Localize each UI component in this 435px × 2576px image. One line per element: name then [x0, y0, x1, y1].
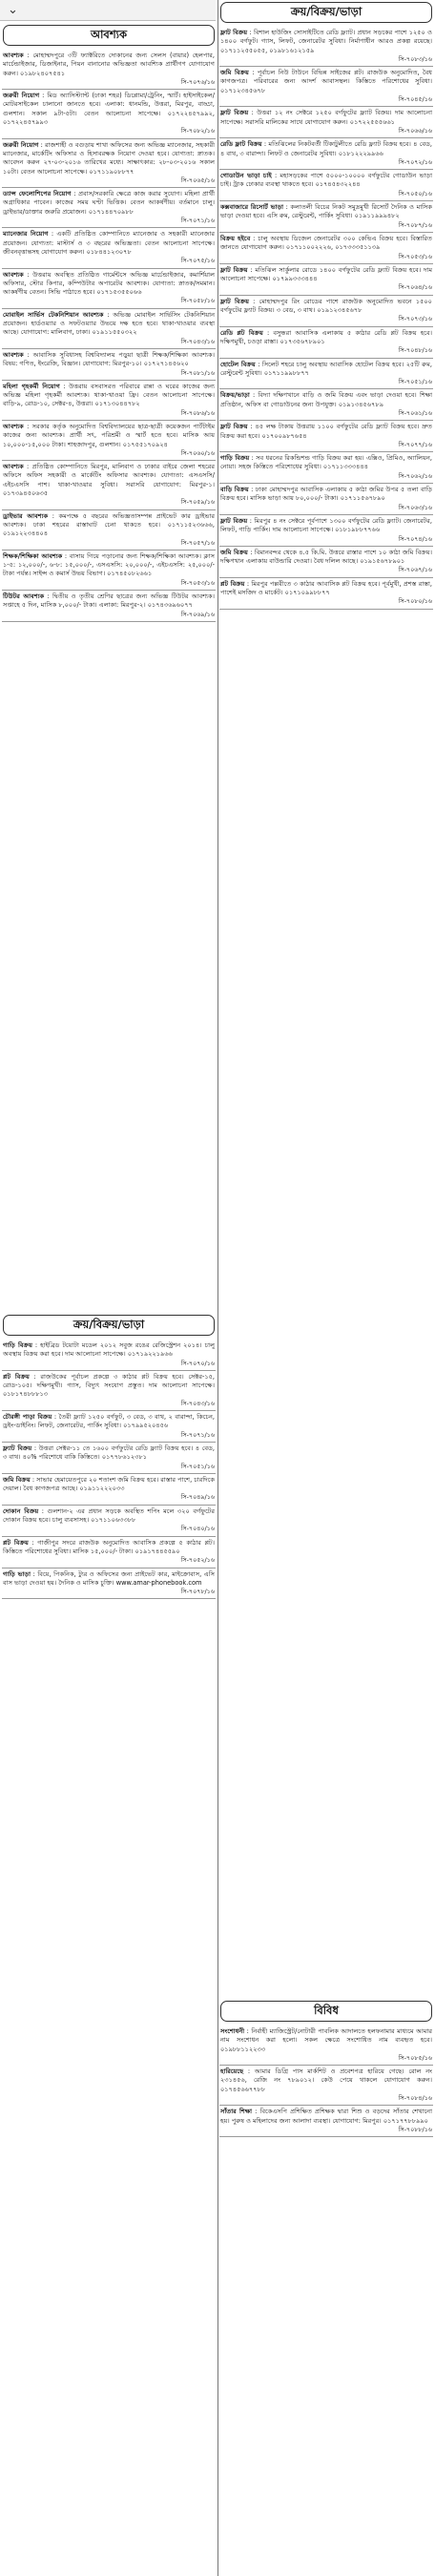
ad-code: সি-৭০৭৪/১৬	[398, 534, 432, 543]
ad-code: সি-৭০৪৩/১৬	[180, 1399, 215, 1407]
ad-heading: জরুরী নিয়োগ	[3, 140, 39, 149]
ad-heading: মহিলা গৃহকর্মী নিয়োগ	[3, 382, 60, 390]
ad-heading: প্লট বিক্রয়	[3, 1538, 29, 1547]
ad-body: মতিঝিলের নিকটবর্তী টিকাটুলীতে রেডি ফ্ল্যাট বিক্রয় হবে। ৪ বেড, ৪ বাথ, ৩ বারান্দা। লিফট ও জেনারেটর সুবিধা। ০১৮১২২২৯৯৬৬	[220, 140, 433, 157]
ad-body: দ্বিতীয় ও তৃতীয় শ্রেণির ছাত্রের জন্য অভিজ্ঞ টিউটর আবশ্যক। সপ্তাহে ৫ দিন, মাসিক ৮,০০০/- টাকা। এলাকা: মিরপুর-২। ০১৭৪৩৬৯৬০৭৭	[3, 592, 216, 610]
ad-code: সি-৭০৭০/১৬	[180, 1359, 215, 1367]
classified-ad: আবশ্যক : মোহাম্মদপুরে ৩টি ফ্যাক্টরিতে দোকানের জন্য সেলস (বায়ার) হেলপার, মার্চেন্ডাইজার, ডিজাইনার, পিয়ন বানানোর অভিজ্ঞতা আবশ্যিক প্রার্থীগণ যোগাযোগ করুন। ০১৯৮২৪০৭৫৪১ সি-৭০৭৬/১৬	[2, 50, 216, 90]
ad-body: রাজউকের পূর্বাচল প্রকল্পে ৩ কাঠার প্লট বিক্রয় হবে। সেক্টর-১৫, রোড-১০৫। দক্ষিণমুখী। গ্যাস, বিদ্যুৎ সংযোগ প্রস্তুত। দাম আলোচনা সাপেক্ষে। ০১৮১৭৪৮৮৮১৩	[3, 1372, 215, 1399]
classified-ad: রেডি ফ্লাট বিক্রয় : মতিঝিলের নিকটবর্তী টিকাটুলীতে রেডি ফ্ল্যাট বিক্রয় হবে। ৪ বেড, ৪ বাথ, ৩ বারান্দা। লিফট ও জেনারেটর সুবিধা। ০১৮১২২২৯৯৬৬ সি-৭০৭২/১৬	[219, 138, 433, 170]
classified-ad: প্লট বিক্রয় : মিরপুর পল্লবীতে ৩ কাঠার আবাসিক প্লট বিক্রয় হবে। পূর্বমুখী, প্রশস্ত রাস্তা, পাশেই মসজিদ ও মার্কেট। ০১৭১০৯৯৮৮৭৭ সি-৭০৮০/১৬	[219, 578, 433, 610]
ad-body: মহাসড়কের পাশে ৫০০০-১০০০০ বর্গফুটের গোডাউন ভাড়া চাই। ট্রাক ঢোকার ব্যবস্থা থাকতে হবে। ০১৭৪৫৪৩২২৪৪	[220, 172, 432, 189]
ad-heading: ফ্লাট বিক্রয়	[220, 265, 248, 274]
ad-body: বিশাল হাউজিং সোসাইটিতে রেডি ফ্ল্যাট। প্রধান সড়কের পাশে ১২৫০ ও ১৪০০ বর্গফুট। গ্যাস, লিফট, জেনারেটর সুবিধা। নির্মাণাধীন আরও প্রকল্প রয়েছে। ০১৭১১২৫৫০৫৫, ০১৯৮১৬১২১৫৯	[220, 29, 432, 54]
ad-heading: দোকান বিক্রয়	[3, 1506, 39, 1515]
ad-heading: জমি বিক্রয়	[3, 1475, 31, 1484]
ad-code: সি-৭০৬১/১৬	[398, 408, 432, 417]
ad-body: বিকেএসপি প্রশিক্ষিত প্রশিক্ষক দ্বারা শিশু ও বড়দের সাঁতার শেখানো হয়। পুরুষ ও মহিলাদের জন্য আলাদা ব্যবস্থা। যোগাযোগ: মিরপুর। ০১৭১৭৭৮৮৯৯০	[220, 2108, 433, 2125]
ad-heading: চৌরঙ্গী পাড়া বিক্রয়	[3, 1413, 52, 1422]
ad-code: সি-৭০৭১/১৬	[180, 217, 215, 225]
ad-body: আমার ডিগ্রি পাস মার্কশিট ও প্রবেশপত্র হারিয়ে গেছে। রোল নং ২৩১৪৫৬, রেজি নং ৭৮৯০১২। কেউ পেয়ে থাকলে যোগাযোগ করুন। ০১৭৪৫৬৬৭৭৮৮	[220, 2067, 432, 2093]
ad-body: তৈরী ফ্ল্যাট ১২৫০ বর্গফুট, ৩ বেড, ৩ বাথ, ২ বারান্দা, কিচেন, ড্রইং-ডাইনিং। লিফট, জেনারেটর, পার্কিং সুবিধা। ০১৭৯৯৫২০৪৫৬	[3, 1413, 216, 1430]
ad-body: আবাসিক সুবিধাসহ বিশ্ববিদ্যালয় পড়ুয়া ছাত্রী শিক্ষক/শিক্ষিকা আবশ্যক। বিষয়: গণিত, ইংরেজি, বিজ্ঞান। যোগাযোগ: মিরপুর-১০। ০১৭২৭১৪৫৬২০	[3, 350, 215, 368]
ad-heading: সংশোধনী	[220, 2027, 245, 2035]
section-title-miscellaneous: বিবিধ	[220, 2001, 432, 2022]
ad-code: সি-৭০৫৩/১৬	[398, 252, 432, 260]
ad-body: গুলশান-২ এর প্রধান সড়কে অবস্থিত শপিং মলে ৩২০ বর্গফুটের দোকান বিক্রয় হবে। চালু ব্যবসাসহ। ০১৭১১০৬৩৩৮৮	[3, 1506, 215, 1525]
ad-code: সি-৭০৮০/১৬	[398, 597, 432, 606]
classified-ad: সংশোধনী : নির্বাহী ম্যাজিস্ট্রেট/নোটারী পাবলিক আদালতে হলফনামার মাধ্যমে আমার নাম সংশোধন করা হলো। সকল ক্ষেত্রে সংশোধিত নাম ব্যবহৃত হবে। ০১৯৮৮১১২২৩৩ সি-৭০৮৫/১৬	[219, 2025, 433, 2066]
ad-code: সি-৭০৪৯/১৬	[180, 1493, 215, 1502]
section-title-jobs: আবশ্যক	[3, 25, 215, 46]
ad-body: সরকার কর্তৃক অনুমোদিত বিশ্ববিদ্যালয়ের ছাত্র-ছাত্রী কয়েকজন পার্টটাইম কাজের জন্য আবশ্যক। প্রার্থী সৎ, পরিশ্রমী ও স্মার্ট হতে হবে। মাসিক আয় ১০,০০০-১৫,০০০ টাকা। শাহজাদপুর, গুলশান। ০১৭৫৫১৭০৯২৪	[3, 422, 216, 448]
ad-code: সি-৭০৭৮/১৬	[180, 1588, 215, 1596]
ad-body: উত্তরায় অবস্থিত প্রতিষ্ঠিত গার্মেন্টসে অভিজ্ঞ মার্চেন্ডাইজার, কমার্শিয়াল অফিসার, স্টোর কিপার, কম্পিউটার অপারেটর আবশ্যক। যোগ্যতা: স্নাতক/সমমান। আকর্ষণীয় বেতন। সিভি পাঠাতে হবে। ০১৭১৫৩৫৫০৬৬	[3, 270, 215, 297]
ad-code: সি-৭০৫২/১৬	[180, 1556, 215, 1565]
ad-heading: গাড়ি ভাড়া	[3, 1569, 31, 1578]
ad-heading: আবশ্যক	[3, 422, 24, 430]
ad-heading: আবশ্যক	[3, 463, 24, 471]
ad-body: মিরপুর ৪ নং সেক্টরে পূর্বপাশে ১৩০০ বর্গফুটের রেডি ফ্ল্যাট। জেনারেটর, লিফট, গাড়ি পার্কিং। দাম আলোচনা সাপেক্ষে। ০১৮১৯৮৮৭৭৬৬	[220, 516, 432, 534]
ad-heading: ফ্লাট বিক্রয়	[220, 297, 249, 305]
left-column	[2, 23, 216, 2574]
ad-code: সি-৭০৪৮/১৬	[398, 346, 432, 355]
classified-ad: জরুরী নিয়োগ : মিড অ্যাসিস্ট্যান্ট (ঢাকা শহর) ডিপ্লোমা/ট্রেনিং, স্মার্ট। হাইসাইকেল/মোটরসাইকেল চালানো জানতে হবে। এলাকা: ধানমন্ডি, উত্তরা, মিরপুর, বাড্ডা, গুলশান। সকাল ৯টা-৫টা। বেতন আলোচনা সাপেক্ষে। ০১৭২২৪৫৭৯৯২, ০১৭২২৪৫৭৯৯৩ সি-৭০৮২/১৬	[2, 90, 216, 138]
ad-list-buy-sell-rent-right	[219, 27, 433, 610]
ad-heading: ফ্লাট বিক্রয়	[220, 423, 248, 431]
ad-heading: ফ্লাট বিক্রয়	[220, 29, 248, 36]
section-title-buy-sell-rent: ক্রয়/বিক্রয়/ভাড়া	[3, 1315, 215, 1336]
ad-code: সি-৭০৪৩/১৬	[180, 337, 215, 345]
classified-ad: জমি বিক্রয় : বিমানবন্দর থেকে ৪.৫ কি.মি. উত্তরে রাস্তার পাশে ১০ কাঠা জমি বিক্রয়। দক্ষিণখান এলাকায় বাউন্ডারি দেওয়া। বৈধ দলিল আছে। ০১৯১৫৬৭৮৯০১ সি-৭০৬৭/১৬	[219, 547, 433, 578]
classified-ad: হোটেল বিক্রয় : সিলেট শহরে চালু অবস্থায় আবাসিক হোটেল বিক্রয় হবে। ২৫টি রুম, রেস্টুরেন্ট সুবিধা। ০১৭১১৯৯৮৮৭৭ সি-৭০৫১/১৬	[219, 359, 433, 390]
ad-code: সি-৭০৮৭/১৬	[398, 220, 432, 229]
ad-code: সি-৭০৮৪/১৬	[398, 2094, 432, 2103]
classified-ad: ম্যানেজার নিয়োগ : একটি প্রতিষ্ঠিত কোম্পানিতে ম্যানেজার ও সহকারী ম্যানেজার প্রয়োজন। যোগ্যতা: মাস্টার্স ও ৩ বছরের অভিজ্ঞতা। বেতন আলোচনা সাপেক্ষে। জীবনবৃত্তান্তসহ যোগাযোগ করুন। ০১৮৪৪১২৩০৭৮ সি-৭০৭৫/১৬	[2, 228, 216, 268]
classified-ad: ফ্ল্যাট বিক্রয় : উত্তরা সেক্টর-১১ তে ১৬০০ বর্গফুটের রেডি ফ্ল্যাট বিক্রয় হবে। ৪ বেড, ৩ বাথ। ৪০% পরিশোধে বাকি কিস্তিতে। ০১৭৭৮৬১২৩৮১ সি-৭০৫১/১৬	[2, 1443, 216, 1474]
section-buy-sell-rent-left	[2, 1313, 216, 2551]
section-title-buy-sell-rent-right: ক্রয়/বিক্রয়/ভাড়া	[220, 2, 432, 23]
ad-heading: আবশ্যক	[3, 270, 24, 279]
ad-heading: আবশ্যক	[3, 52, 24, 59]
classified-ad: আবশ্যক : সরকার কর্তৃক অনুমোদিত বিশ্ববিদ্যালয়ের ছাত্র-ছাত্রী কয়েকজন পার্টটাইম কাজের জন্য আবশ্যক। প্রার্থী সৎ, পরিশ্রমী ও স্মার্ট হতে হবে। মাসিক আয় ১০,০০০-১৫,০০০ টাকা। শাহজাদপুর, গুলশান। ০১৭৫৫১৭০৯২৪ সি-৭০৬০/১৬	[2, 421, 216, 461]
ad-body: প্রতিষ্ঠিত কোম্পানিতে মিরপুর, মালিবাগ ও ঢাকার বাইরে জেলা শহরের অফিসে অফিস সহকারী ও মার্কেটিং অফিসার আবশ্যক। যোগ্যতা: এসএসসি/এইচএসসি পাশ। থাকা-খাওয়ার সুবিধা। সরাসরি যোগাযোগ: মিরপুর-১। ০১৭৩৯৪৫০৬৩৫	[3, 463, 215, 498]
section-miscellaneous	[219, 1999, 433, 2574]
ad-heading: আবশ্যক	[3, 350, 24, 359]
ad-body: সিলেট শহরে চালু অবস্থায় আবাসিক হোটেল বিক্রয় হবে। ২৫টি রুম, রেস্টুরেন্ট সুবিধা। ০১৭১১৯৯৮৮৭৭	[220, 360, 432, 377]
ad-body: কমপক্ষে ৫ বছরের অভিজ্ঞতাসম্পন্ন প্রাইভেট কার ড্রাইভার আবশ্যক। ঢাকা শহরের রাস্তাঘাট চেনা থাকতে হবে। ০১৭১১৫২৩৬৬৬, ০১৯১২২৩৪৪০৪	[3, 511, 216, 538]
classified-ad: টিউটর আবশ্যক : দ্বিতীয় ও তৃতীয় শ্রেণির ছাত্রের জন্য অভিজ্ঞ টিউটর আবশ্যক। সপ্তাহে ৫ দিন, মাসিক ৮,০০০/- টাকা। এলাকা: মিরপুর-২। ০১৭৪৩৬৯৬০৭৭ সি-৭০৬৯/১৬	[2, 591, 216, 622]
classified-ad: হারিয়েছে : আমার ডিগ্রি পাস মার্কশিট ও প্রবেশপত্র হারিয়ে গেছে। রোল নং ২৩১৪৫৬, রেজি নং ৭৮৯০১২। কেউ পেয়ে থাকলে যোগাযোগ করুন। ০১৭৪৫৬৬৭৭৮৮ সি-৭০৮৪/১৬	[219, 2066, 433, 2106]
ad-code: সি-৭০৬৪/১৬	[398, 283, 432, 292]
classified-ad: সাঁতার শিক্ষা : বিকেএসপি প্রশিক্ষিত প্রশিক্ষক দ্বারা শিশু ও বড়দের সাঁতার শেখানো হয়। পুরুষ ও মহিলাদের জন্য আলাদা ব্যবস্থা। যোগাযোগ: মিরপুর। ০১৭১৭৭৮৮৯৯০ সি-৭০৮৮/১৬	[219, 2106, 433, 2137]
ad-code: সি-৭০৫১/১৬	[180, 1462, 215, 1470]
ad-code: সি-৭০৮৬/১৬	[180, 408, 215, 417]
ad-code: সি-৭০৫৩/১৬	[180, 578, 215, 587]
classified-ad: মোবাইল সার্ভিস টেকনিশিয়ান আবশ্যক : অভিজ্ঞ মোবাইল সার্ভিসিং টেকনিশিয়ান প্রয়োজন। হার্ডওয়্যার ও সফটওয়্যার উভয়ে দক্ষ হতে হবে। থাকা-খাওয়ার ব্যবস্থা আছে। যোগাযোগ: মালিবাগ, ঢাকা। ০১৯১১৫৫০৩২২ সি-৭০৪৩/১৬	[2, 309, 216, 349]
classified-ad: ফ্লাট বিক্রয় : মোহাম্মদপুর রিং রোডের পাশে রাজউক অনুমোদিত ভবনে ১৫০০ বর্গফুটের ফ্ল্যাট বিক্রয়। ৩ বেড, ৩ বাথ। ০১৯১২৩৪৫৬৭৮ সি-৭০৭৩/১৬	[219, 296, 433, 327]
section-jobs	[2, 23, 216, 1313]
ad-code: সি-৭০৫৭/১৬	[180, 538, 215, 547]
ad-code: সি-৭০৬৩/১৬	[398, 503, 432, 511]
ad-heading: রেডি প্লট বিক্রয়	[220, 328, 263, 337]
classified-ad: মহিলা গৃহকর্মী নিয়োগ : উত্তরায় বসবাসরত পরিবারে রান্না ও ঘরের কাজের জন্য অভিজ্ঞ মহিলা গৃহকর্মী আবশ্যক। থাকা-খাওয়া ফ্রি। বেতন আলোচনা সাপেক্ষে। বাড়ি-৯, রোড-১০, সেক্টর-৪, উত্তরা। ০১৭১৩০৪৪৭৮২ সি-৭০৮৬/১৬	[2, 381, 216, 421]
classified-ad: শিক্ষক/শিক্ষিকা আবশ্যক : বাসায় গিয়ে পড়ানোর জন্য শিক্ষক/শিক্ষিকা আবশ্যক। ক্লাস ১-৫: ১২,০০০/-, ৬-৮: ১৫,০০০/-, এসএসসি: ২০,০০০/-, এইচএসসি: ২৫,০০০/- টাকা পর্যন্ত। সাইন্স ও কমার্স উভয় বিভাগ। ০১৭৪৫০৮২৬৬১ সি-৭০৫৩/১৬	[2, 551, 216, 591]
ad-code: সি-৭০৭৫/১৬	[180, 257, 215, 265]
ad-code: সি-৭০৬৫/১৬	[180, 176, 215, 184]
ad-heading: ড্যান্স ফেলোশিপের নিয়োগ	[3, 190, 72, 198]
ad-heading: জরুরী নিয়োগ	[3, 92, 40, 100]
ad-heading: ফ্ল্যাট বিক্রয়	[3, 1444, 32, 1452]
ad-heading: প্লট বিক্রয়	[220, 579, 245, 588]
ad-heading: জমি বিক্রয়	[220, 548, 248, 556]
ad-body: মতিঝিল সার্কুলার রোডে ১৪০০ বর্গফুটের রেডি ফ্ল্যাট বিক্রয় হবে। দাম আলোচনা সাপেক্ষে। ০১৭৯৯৩৩৩৪৪৪	[220, 265, 432, 283]
ad-heading: হারিয়েছে	[220, 2067, 244, 2076]
ad-body: বাসায় গিয়ে পড়ানোর জন্য শিক্ষক/শিক্ষিকা আবশ্যক। ক্লাস ১-৫: ১২,০০০/-, ৬-৮: ১৫,০০০/-, এসএসসি: ২০,০০০/-, এইচএসসি: ২৫,০০০/- টাকা পর্যন্ত। সাইন্স ও কমার্স উভয় বিভাগ। ০১৭৪৫০৮২৬৬১	[3, 551, 215, 578]
ad-heading: ড্রাইভার আবশ্যক	[3, 511, 49, 520]
classified-ad: আবশ্যক : প্রতিষ্ঠিত কোম্পানিতে মিরপুর, মালিবাগ ও ঢাকার বাইরে জেলা শহরের অফিসে অফিস সহকারী ও মার্কেটিং অফিসার আবশ্যক। যোগ্যতা: এসএসসি/এইচএসসি পাশ। থাকা-খাওয়ার সুবিধা। সরাসরি যোগাযোগ: মিরপুর-১। ০১৭৩৯৪৫০৬৩৫ সি-৭০৫৯/১৬	[2, 461, 216, 509]
ad-body: মিড অ্যাসিস্ট্যান্ট (ঢাকা শহর) ডিপ্লোমা/ট্রেনিং, স্মার্ট। হাইসাইকেল/মোটরসাইকেল চালানো জানতে হবে। এলাকা: ধানমন্ডি, উত্তরা, মিরপুর, বাড্ডা, গুলশান। সকাল ৯টা-৫টা। বেতন আলোচনা সাপেক্ষে। ০১৭২২৪৫৭৯৯২, ০১৭২২৪৫৭৯৯৩	[3, 92, 216, 127]
section-buy-sell-rent-right	[219, 0, 433, 1999]
ad-heading: হোটেল বিক্রয়	[220, 360, 256, 368]
ad-code: সি-৭০৫০/১৬	[398, 189, 432, 197]
classified-ad: আবশ্যক : আবাসিক সুবিধাসহ বিশ্ববিদ্যালয় পড়ুয়া ছাত্রী শিক্ষক/শিক্ষিকা আবশ্যক। বিষয়: গণিত, ইংরেজি, বিজ্ঞান। যোগাযোগ: মিরপুর-১০। ০১৭২৭১৪৫৬২০ সি-৭০৮১/১৬	[2, 349, 216, 381]
ad-code: সি-৭০৭১/১৬	[180, 1430, 215, 1439]
ad-body: বসুন্ধরা আবাসিক এলাকায় ৫ কাঠার রেডি প্লট বিক্রয় হবে। দক্ষিণমুখী, চওড়া রাস্তা। ০১৭৩৫৬৭৮৯০১	[220, 328, 432, 345]
ad-heading: বিক্রয় হইবে	[220, 234, 251, 242]
ad-heading: মোবাইল সার্ভিস টেকনিশিয়ান আবশ্যক	[3, 310, 104, 319]
ad-code: সি-৭০৪০/১৬	[180, 1525, 215, 1533]
ad-body: অভিজ্ঞ মোবাইল সার্ভিসিং টেকনিশিয়ান প্রয়োজন। হার্ডওয়্যার ও সফটওয়্যার উভয়ে দক্ষ হতে হবে। থাকা-খাওয়ার ব্যবস্থা আছে। যোগাযোগ: মালিবাগ, ঢাকা। ০১৯১১৫৫০৩২২	[3, 310, 215, 337]
classified-ad: গোডাউন ভাড়া চাই : মহাসড়কের পাশে ৫০০০-১০০০০ বর্গফুটের গোডাউন ভাড়া চাই। ট্রাক ঢোকার ব্যবস্থা থাকতে হবে। ০১৭৪৫৪৩২২৪৪ সি-৭০৫০/১৬	[219, 170, 433, 201]
classified-ad: বিক্রয় হইবে : চালু অবস্থায় ডিজেল জেনারেটর ৩০০ কেভিএ বিক্রয় হবে। বিস্তারিত জানতে যোগাযোগ করুন। ০১৭১১০০২২২৬, ০১৭৩৩৩৫১১৩৯ সি-৭০৫৩/১৬	[219, 233, 433, 264]
ad-body: পূর্বাচল নিউ টাউনে বিভিন্ন সাইজের প্লট। রাজউক অনুমোদিত, বৈধ কাগজপত্র। পরিবারের জন্য আদর্শ আবাসস্থল। কিস্তিতে পরিশোধের সুবিধা। ০১৭১২৩৪৫৬৭৮	[220, 69, 432, 94]
ad-code: সি-৭০৭৬/১৬	[180, 77, 215, 86]
classified-ad: ফ্লাট বিক্রয় : বিশাল হাউজিং সোসাইটিতে রেডি ফ্ল্যাট। প্রধান সড়কের পাশে ১২৫০ ও ১৪০০ বর্গফুট। গ্যাস, লিফট, জেনারেটর সুবিধা। নির্মাণাধীন আরও প্রকল্প রয়েছে। ০১৭১১২৫৫০৫৫, ০১৯৮১৬১২১৫৯ সি-৭০৮৩/১৬	[219, 27, 433, 67]
classified-ad: জরুরী নিয়োগ : রাজশাহী ও বগুড়ায় শাখা অফিসের জন্য অভিজ্ঞ ম্যানেজার, সহকারী ম্যানেজার, মার্কেটিং অফিসার ও হিসাবরক্ষক নিয়োগ দেওয়া হবে। যোগ্যতা: স্নাতক। আবেদন করুন ২৭-০৩-২০১৬ তারিখের মধ্যে। সাক্ষাৎকার: ২৮-০৩-২০১৬ সকাল ১০টা। বেতন আলোচনা সাপেক্ষে। ০১৭১১৯০৮৮৭৭ সি-৭০৬৫/১৬	[2, 139, 216, 188]
ad-body: রাজশাহী ও বগুড়ায় শাখা অফিসের জন্য অভিজ্ঞ ম্যানেজার, সহকারী ম্যানেজার, মার্কেটিং অফিসার ও হিসাবরক্ষক নিয়োগ দেওয়া হবে। যোগ্যতা: স্নাতক। আবেদন করুন ২৭-০৩-২০১৬ তারিখের মধ্যে। সাক্ষাৎকার: ২৮-০৩-২০১৬ সকাল ১০টা। বেতন আলোচনা সাপেক্ষে। ০১৭১১৯০৮৮৭৭	[3, 140, 215, 176]
ad-heading: গাড়ি বিক্রয়	[3, 1341, 32, 1349]
ad-body: কলাতলী বিচের নিকট সমুদ্রমুখী রিসোর্ট দৈনিক ও মাসিক ভাড়া দেওয়া হবে। এসি রুম, রেস্টুরেন্ট, পার্কিং সুবিধা। ০১৯১১৯৯৯৪৮২	[220, 203, 432, 220]
classified-ad: ড্রাইভার আবশ্যক : কমপক্ষে ৫ বছরের অভিজ্ঞতাসম্পন্ন প্রাইভেট কার ড্রাইভার আবশ্যক। ঢাকা শহরের রাস্তাঘাট চেনা থাকতে হবে। ০১৭১১৫২৩৬৬৬, ০১৯১২২৩৪৪০৪ সি-৭০৫৭/১৬	[2, 510, 216, 551]
classified-ad: ড্যান্স ফেলোশিপের নিয়োগ : প্রবাস/সরকারি ক্ষেত্রে কাজ করার সুযোগ। মহিলা প্রার্থী অগ্রাধিকার পাবেন। কাজের সময় ঘণ্টা ভিত্তিক। বেতন আকর্ষণীয়। বর্তমানে চালু। ড্রাইভার/ডাক্তার জরুরি প্রয়োজন। ০১৭১৪৪৭০৯৮৮ সি-৭০৭১/১৬	[2, 188, 216, 228]
ad-code: সি-৭০৮১/১৬	[180, 368, 215, 377]
classified-ad: গাড়ি বিক্রয় : হাইব্রিড টয়োটা মডেল ২০১২ সবুজ রঙের রেজিস্ট্রেশন ২০১৪। চালু অবস্থায় বিক্রয় করা হবে। দাম আলোচনা সাপেক্ষে। ০১৭১৯২২১৯৬৬ সি-৭০৭০/১৬	[2, 1340, 216, 1371]
ad-list-jobs	[2, 50, 216, 622]
ad-heading: বিক্রয়/ভাড়া	[220, 391, 250, 400]
ad-heading: জমি বিক্রয়	[220, 69, 249, 77]
classified-ad: প্লট বিক্রয় : রাজউকের পূর্বাচল প্রকল্পে ৩ কাঠার প্লট বিক্রয় হবে। সেক্টর-১৫, রোড-১০৫। দক্ষিণমুখী। গ্যাস, বিদ্যুৎ সংযোগ প্রস্তুত। দাম আলোচনা সাপেক্ষে। ০১৮১৭৪৮৮৮১৩ সি-৭০৪৩/১৬	[2, 1371, 216, 1411]
ad-heading: ম্যানেজার নিয়োগ	[3, 230, 49, 239]
ad-list-miscellaneous	[219, 2025, 433, 2137]
classified-ad: জমি বিক্রয় : পূর্বাচল নিউ টাউনে বিভিন্ন সাইজের প্লট। রাজউক অনুমোদিত, বৈধ কাগজপত্র। পরিবারের জন্য আদর্শ আবাসস্থল। কিস্তিতে পরিশোধের সুবিধা। ০১৭১২৩৪৫৬৭৮ সি-৭০৪৫/১৬	[219, 67, 433, 107]
ad-code: সি-৭০৬০/১৬	[180, 448, 215, 457]
classified-ad: দোকান বিক্রয় : গুলশান-২ এর প্রধান সড়কে অবস্থিত শপিং মলে ৩২০ বর্গফুটের দোকান বিক্রয় হবে। চালু ব্যবসাসহ। ০১৭১১০৬৩৩৮৮ সি-৭০৪০/১৬	[2, 1506, 216, 1537]
ad-heading: গাড়ি বিক্রয়	[220, 454, 250, 463]
classified-ad: চৌরঙ্গী পাড়া বিক্রয় : তৈরী ফ্ল্যাট ১২৫০ বর্গফুট, ৩ বেড, ৩ বাথ, ২ বারান্দা, কিচেন, ড্রইং-ডাইনিং। লিফট, জেনারেটর, পার্কিং সুবিধা। ০১৭৯৯৫২০৪৫৬ সি-৭০৭১/১৬	[2, 1411, 216, 1443]
ad-code: সি-৭০৭৭/১৬	[398, 440, 432, 448]
classified-ad: রেডি প্লট বিক্রয় : বসুন্ধরা আবাসিক এলাকায় ৫ কাঠার রেডি প্লট বিক্রয় হবে। দক্ষিণমুখী, চওড়া রাস্তা। ০১৭৩৫৬৭৮৯০১ সি-৭০৪৮/১৬	[219, 327, 433, 359]
ad-body: মোহাম্মদপুরে ৩টি ফ্যাক্টরিতে দোকানের জন্য সেলস (বায়ার) হেলপার, মার্চেন্ডাইজার, ডিজাইনার, পিয়ন বানানোর অভিজ্ঞতা আবশ্যিক প্রার্থীগণ যোগাযোগ করুন। ০১৯৮২৪০৭৫৪১	[3, 52, 215, 77]
ad-body: বিয়ে, পিকনিক, ট্যুর ও অফিসের জন্য প্রাইভেট কার, মাইক্রোবাস, এসি বাস ভাড়া দেওয়া হয়। দৈনিক ও মাসিক চুক্তি। www.amar-phonebook.com	[3, 1569, 215, 1587]
ad-code: সি-৭০৬৬/১৬	[398, 126, 432, 135]
classified-ad: গাড়ি বিক্রয় : সব ধরনের রিকন্ডিশন্ড গাড়ি বিক্রয় করা হয়। এক্সিও, প্রিমিও, অ্যালিয়ন, নোয়া। সহজ কিস্তিতে পরিশোধের সুবিধা। ০১৭১১৩৩৩৪৪৪ সি-৭০৬২/১৬	[219, 452, 433, 484]
classified-ad: কক্সবাজারে রিসোর্ট ভাড়া : কলাতলী বিচের নিকট সমুদ্রমুখী রিসোর্ট দৈনিক ও মাসিক ভাড়া দেওয়া হবে। এসি রুম, রেস্টুরেন্ট, পার্কিং সুবিধা। ০১৯১১৯৯৯৪৮২ সি-৭০৮৭/১৬	[219, 201, 433, 233]
ad-code: সি-৭০৫১/১৬	[398, 378, 432, 386]
ad-heading: সাঁতার শিক্ষা	[220, 2108, 253, 2116]
classified-ad: প্লট বিক্রয় : গাজীপুর সদরে রাজউক অনুমোদিত আবাসিক প্রকল্পে ৫ কাঠার প্লট। কিস্তিতে পরিশোধের সুবিধা। মাসিক ১৫,০০০/- টাকা। ০১৯১৭৪৪৫৫৯০ সি-৭০৫২/১৬	[2, 1537, 216, 1568]
classified-ad: ফ্লাট বিক্রয় : মতিঝিল সার্কুলার রোডে ১৪০০ বর্গফুটের রেডি ফ্ল্যাট বিক্রয় হবে। দাম আলোচনা সাপেক্ষে। ০১৭৯৯৩৩৩৪৪৪ সি-৭০৬৪/১৬	[219, 264, 433, 296]
classified-ad: আবশ্যক : উত্তরায় অবস্থিত প্রতিষ্ঠিত গার্মেন্টসে অভিজ্ঞ মার্চেন্ডাইজার, কমার্শিয়াল অফিসার, স্টোর কিপার, কম্পিউটার অপারেটর আবশ্যক। যোগ্যতা: স্নাতক/সমমান। আকর্ষণীয় বেতন। সিভি পাঠাতে হবে। ০১৭১৫৩৫৫০৬৬ সি-৭০৫৮/১৬	[2, 269, 216, 309]
classified-ad: ফ্লাট বিক্রয় : মিরপুর ৪ নং সেক্টরে পূর্বপাশে ১৩০০ বর্গফুটের রেডি ফ্ল্যাট। জেনারেটর, লিফট, গাড়ি পার্কিং। দাম আলোচনা সাপেক্ষে। ০১৮১৯৮৮৭৭৬৬ সি-৭০৭৪/১৬	[219, 515, 433, 547]
ad-body: বিমানবন্দর থেকে ৪.৫ কি.মি. উত্তরে রাস্তার পাশে ১০ কাঠা জমি বিক্রয়। দক্ষিণখান এলাকায় বাউন্ডারি দেওয়া। বৈধ দলিল আছে। ০১৯১৫৬৭৮৯০১	[220, 548, 432, 566]
ad-heading: বাড়ি বিক্রয়	[220, 486, 249, 494]
ad-body: সাভার হেমায়েতপুরে ২০ শতাংশ জমি বিক্রয় হবে। রাস্তার পাশে, চারদিকে দেয়াল। বৈধ কাগজপত্র আছে। ০১৯১১২২২০৩৩	[3, 1475, 216, 1493]
ad-body: হাইব্রিড টয়োটা মডেল ২০১২ সবুজ রঙের রেজিস্ট্রেশন ২০১৪। চালু অবস্থায় বিক্রয় করা হবে। দাম আলোচনা সাপেক্ষে। ০১৭১৯২২১৯৬৬	[3, 1341, 215, 1359]
ad-body: মোহাম্মদপুর রিং রোডের পাশে রাজউক অনুমোদিত ভবনে ১৫০০ বর্গফুটের ফ্ল্যাট বিক্রয়। ৩ বেড, ৩ বাথ। ০১৯১২৩৪৫৬৭৮	[220, 297, 432, 315]
ad-heading: শিক্ষক/শিক্ষিকা আবশ্যক	[3, 551, 63, 560]
page-top-header	[0, 0, 216, 21]
classified-ad: বাড়ি বিক্রয় : ঢাকা মোহাম্মদপুর আবাসিক এলাকায় ৫ কাঠা জমির উপর ৫ তলা বাড়ি বিক্রয় হবে। মাসিক ভাড়া আয় ৮০,০০০/- টাকা। ০১৭১১৫৬৭৮৯০ সি-৭০৬৩/১৬	[219, 484, 433, 515]
ad-body: সব ধরনের রিকন্ডিশন্ড গাড়ি বিক্রয় করা হয়। এক্সিও, প্রিমিও, অ্যালিয়ন, নোয়া। সহজ কিস্তিতে পরিশোধের সুবিধা। ০১৭১১৩৩৩৪৪৪	[220, 454, 432, 471]
ad-body: একটি প্রতিষ্ঠিত কোম্পানিতে ম্যানেজার ও সহকারী ম্যানেজার প্রয়োজন। যোগ্যতা: মাস্টার্স ও ৩ বছরের অভিজ্ঞতা। বেতন আলোচনা সাপেক্ষে। জীবনবৃত্তান্তসহ যোগাযোগ করুন। ০১৮৪৪১২৩০৭৮	[3, 230, 215, 256]
classified-ad: জমি বিক্রয় : সাভার হেমায়েতপুরে ২০ শতাংশ জমি বিক্রয় হবে। রাস্তার পাশে, চারদিকে দেয়াল। বৈধ কাগজপত্র আছে। ০১৯১১২২২০৩৩ সি-৭০৪৯/১৬	[2, 1474, 216, 1506]
classified-ad: বিক্রয়/ভাড়া : বিদ্যা দক্ষিণখানে বাড়ি ও জমি বিক্রয় এবং ভাড়া দেওয়া হবে। শিক্ষা প্রতিষ্ঠান, অফিস বা গোডাউনের জন্য উপযুক্ত। ০১৯১৩৪৫৬৭৮৯ সি-৭০৬১/১৬	[219, 389, 433, 421]
ad-code: সি-৭০৫৮/১৬	[180, 297, 215, 305]
ad-heading: ফ্লাট বিক্রয়	[220, 109, 249, 117]
classified-ad: ফ্লাট বিক্রয় : উত্তরা ১২ নং সেক্টরে ১২৫০ বর্গফুটের ফ্ল্যাট বিক্রয়। দাম আলোচনা সাপেক্ষে। সরাসরি মালিকের সাথে যোগাযোগ করুন। ০১৭২২৫৫৫৬৬১ সি-৭০৬৬/১৬	[219, 107, 433, 138]
ad-code: সি-৭০৪৫/১৬	[398, 95, 432, 104]
ad-code: সি-৭০৬২/১৬	[398, 471, 432, 480]
ad-body: উত্তরা ১২ নং সেক্টরে ১২৫০ বর্গফুটের ফ্ল্যাট বিক্রয়। দাম আলোচনা সাপেক্ষে। সরাসরি মালিকের সাথে যোগাযোগ করুন। ০১৭২২৫৫৫৬৬১	[220, 109, 432, 126]
right-column	[219, 0, 433, 2574]
ad-code: সি-৭০৭৩/১৬	[398, 315, 432, 323]
ad-heading: কক্সবাজারে রিসোর্ট ভাড়া	[220, 203, 284, 212]
ad-body: মিরপুর পল্লবীতে ৩ কাঠার আবাসিক প্লট বিক্রয় হবে। পূর্বমুখী, প্রশস্ত রাস্তা, পাশেই মসজিদ ও মার্কেট। ০১৭১০৯৯৮৮৭৭	[220, 579, 432, 597]
ad-body: উত্তরা সেক্টর-১১ তে ১৬০০ বর্গফুটের রেডি ফ্ল্যাট বিক্রয় হবে। ৪ বেড, ৩ বাথ। ৪০% পরিশোধে বাকি কিস্তিতে। ০১৭৭৮৬১২৩৮১	[3, 1444, 215, 1462]
ad-heading: ফ্লাট বিক্রয়	[220, 516, 248, 525]
ad-body: উত্তরায় বসবাসরত পরিবারে রান্না ও ঘরের কাজের জন্য অভিজ্ঞ মহিলা গৃহকর্মী আবশ্যক। থাকা-খাওয়া ফ্রি। বেতন আলোচনা সাপেক্ষে। বাড়ি-৯, রোড-১০, সেক্টর-৪, উত্তরা। ০১৭১৩০৪৪৭৮২	[3, 382, 216, 408]
ad-body: প্রবাস/সরকারি ক্ষেত্রে কাজ করার সুযোগ। মহিলা প্রার্থী অগ্রাধিকার পাবেন। কাজের সময় ঘণ্টা ভিত্তিক। বেতন আকর্ষণীয়। বর্তমানে চালু। ড্রাইভার/ডাক্তার জরুরি প্রয়োজন। ০১৭১৪৪৭০৯৮৮	[3, 190, 215, 216]
ad-heading: টিউটর আবশ্যক	[3, 592, 45, 601]
ad-body: গাজীপুর সদরে রাজউক অনুমোদিত আবাসিক প্রকল্পে ৫ কাঠার প্লট। কিস্তিতে পরিশোধের সুবিধা। মাসিক ১৫,০০০/- টাকা। ০১৯১৭৪৪৫৫৯০	[3, 1538, 215, 1555]
ad-list-buy-sell-rent-left	[2, 1340, 216, 1599]
ad-code: সি-৭০৮৩/১৬	[398, 54, 432, 63]
classified-ad: গাড়ি ভাড়া : বিয়ে, পিকনিক, ট্যুর ও অফিসের জন্য প্রাইভেট কার, মাইক্রোবাস, এসি বাস ভাড়া দেওয়া হয়। দৈনিক ও মাসিক চুক্তি। www.amar-phonebook.com সি-৭০৭৮/১৬	[2, 1568, 216, 1600]
chevron-down-icon: ⌄	[8, 2, 18, 17]
ad-code: সি-৭০৬৯/১৬	[180, 610, 215, 618]
ad-code: সি-৭০৭২/১৬	[398, 157, 432, 166]
ad-code: সি-৭০৮৫/১৬	[398, 2053, 432, 2062]
ad-body: বিদ্যা দক্ষিণখানে বাড়ি ও জমি বিক্রয় এবং ভাড়া দেওয়া হবে। শিক্ষা প্রতিষ্ঠান, অফিস বা গোডাউনের জন্য উপযুক্ত। ০১৯১৩৪৫৬৭৮৯	[220, 391, 432, 408]
ad-body: ৪৫ লক্ষ টাকায় উত্তরায় ১১০০ বর্গফুটের রেডি ফ্ল্যাট বিক্রয় হবে। দ্রুত বিক্রয় করা হবে। ০১৭০০৯৮৭৬৫৪	[220, 423, 432, 440]
ad-code: সি-৭০৫৯/১৬	[180, 498, 215, 507]
ad-body: চালু অবস্থায় ডিজেল জেনারেটর ৩০০ কেভিএ বিক্রয় হবে। বিস্তারিত জানতে যোগাযোগ করুন। ০১৭১১০০২২২৬, ০১৭৩৩৩৫১১৩৯	[220, 234, 433, 252]
classified-ad: ফ্লাট বিক্রয় : ৪৫ লক্ষ টাকায় উত্তরায় ১১০০ বর্গফুটের রেডি ফ্ল্যাট বিক্রয় হবে। দ্রুত বিক্রয় করা হবে। ০১৭০০৯৮৭৬৫৪ সি-৭০৭৭/১৬	[219, 421, 433, 452]
ad-heading: গোডাউন ভাড়া চাই	[220, 172, 272, 180]
ad-code: সি-৭০৮৮/১৬	[398, 2125, 432, 2133]
ad-heading: প্লট বিক্রয়	[3, 1372, 30, 1381]
ad-code: সি-৭০৬৭/১৬	[398, 566, 432, 574]
ad-heading: রেডি ফ্লাট বিক্রয়	[220, 140, 262, 149]
ad-code: সি-৭০৮২/১৬	[180, 127, 215, 135]
ad-body: ঢাকা মোহাম্মদপুর আবাসিক এলাকায় ৫ কাঠা জমির উপর ৫ তলা বাড়ি বিক্রয় হবে। মাসিক ভাড়া আয় ৮০,০০০/- টাকা। ০১৭১১৫৬৭৮৯০	[220, 486, 432, 503]
ad-body: নির্বাহী ম্যাজিস্ট্রেট/নোটারী পাবলিক আদালতে হলফনামার মাধ্যমে আমার নাম সংশোধন করা হলো। সকল ক্ষেত্রে সংশোধিত নাম ব্যবহৃত হবে। ০১৯৮৮১১২২৩৩	[220, 2027, 432, 2053]
